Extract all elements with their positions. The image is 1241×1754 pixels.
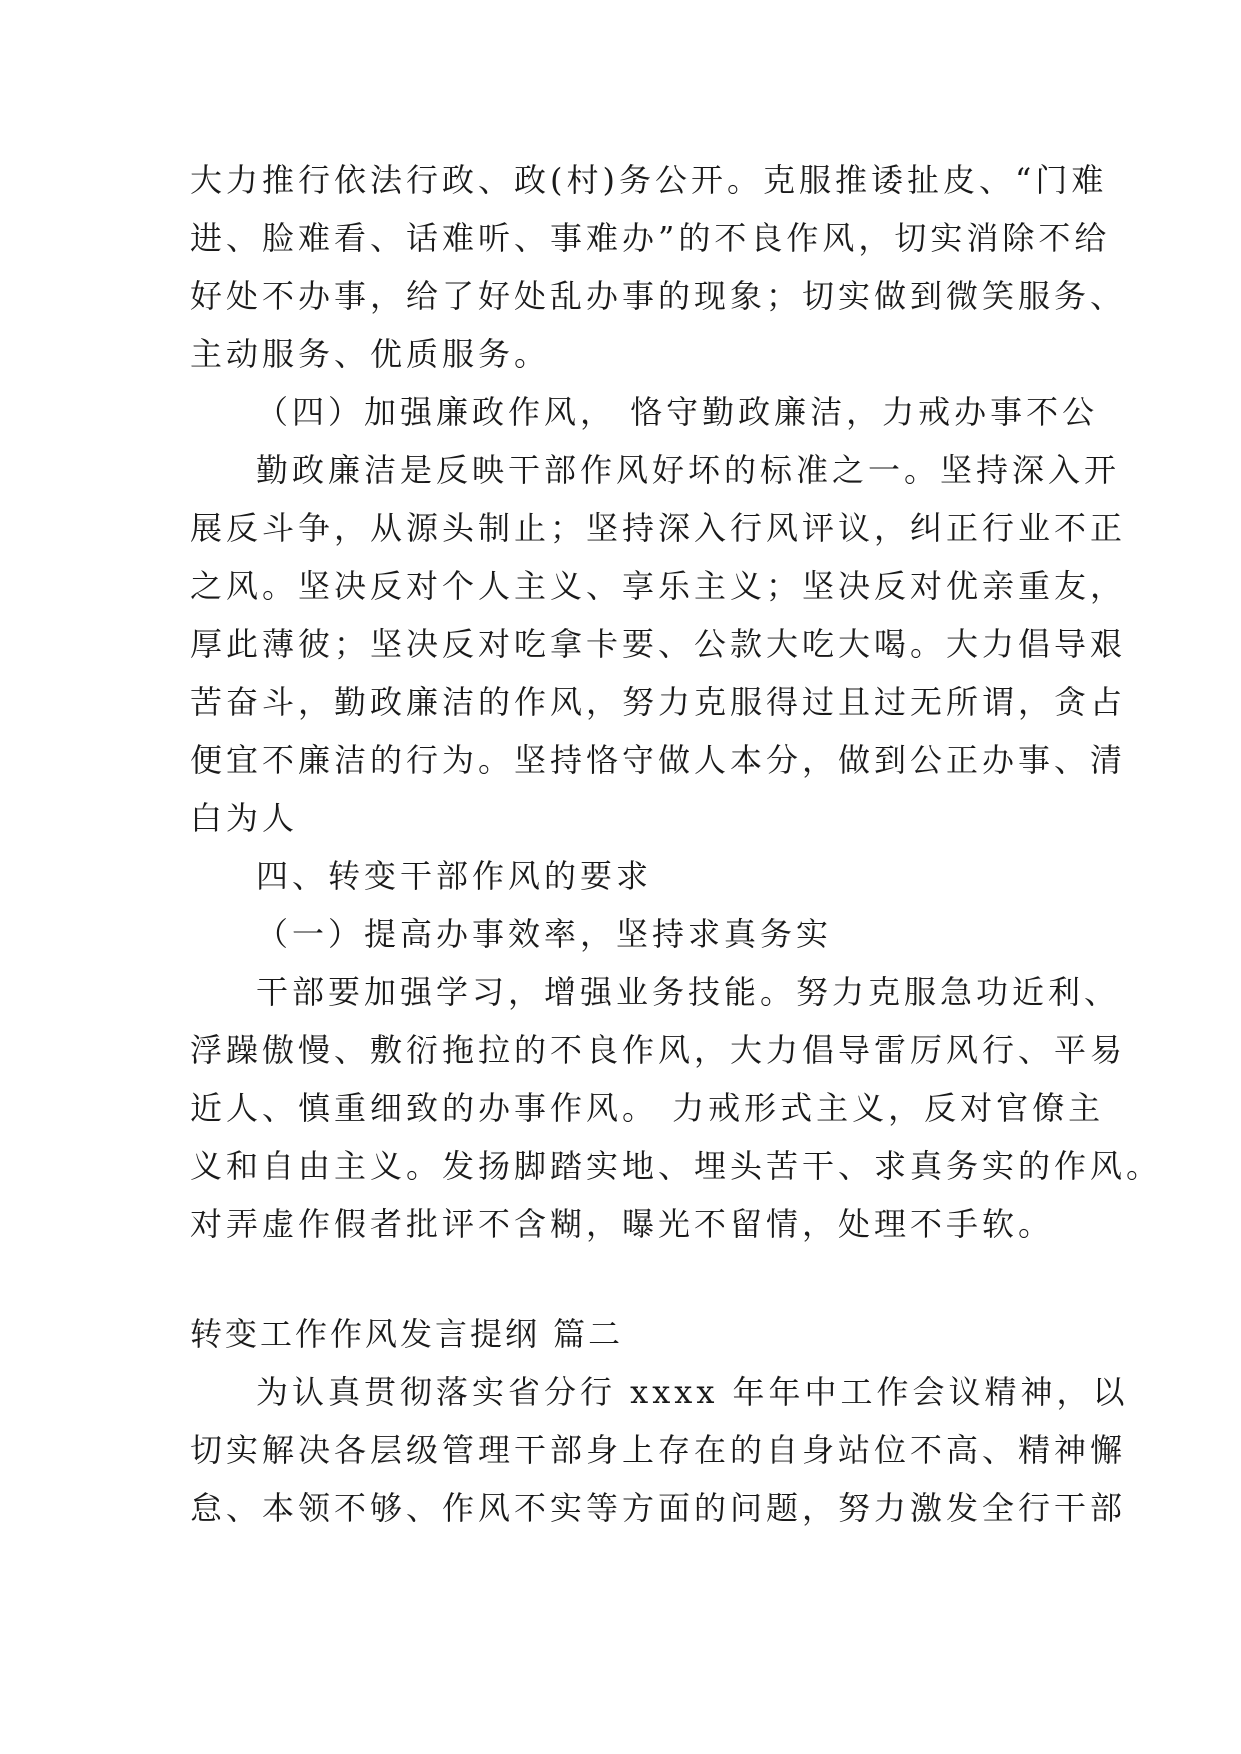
paragraph-line: 大力推行依法行政、政(村)务公开。克服推诿扯皮、“门难 <box>190 161 1108 199</box>
paragraph-line: 苦奋斗，勤政廉洁的作风，努力克服得过且过无所谓，贪占 <box>190 683 1127 721</box>
paragraph-line: 近人、慎重细致的办事作风。 力戒形式主义，反对官僚主 <box>190 1089 1105 1127</box>
paragraph-line: 好处不办事，给了好处乱办事的现象；切实做到微笑服务、 <box>190 277 1127 315</box>
paragraph-line: 主动服务、优质服务。 <box>190 335 551 373</box>
paragraph-line: 为认真贯彻落实省分行 xxxx 年年中工作会议精神，以 <box>256 1373 1129 1411</box>
section-heading: （一）提高办事效率，坚持求真务实 <box>256 915 833 953</box>
section-heading: （四）加强廉政作风， 恪守勤政廉洁，力戒办事不公 <box>256 393 1099 431</box>
paragraph-line: 义和自由主义。发扬脚踏实地、埋头苦干、求真务实的作风。 <box>190 1147 1163 1185</box>
paragraph-line: 勤政廉洁是反映干部作风好坏的标准之一。坚持深入开 <box>256 451 1121 489</box>
paragraph-line: 便宜不廉洁的行为。坚持恪守做人本分，做到公正办事、清 <box>190 741 1127 779</box>
paragraph-line: 之风。坚决反对个人主义、享乐主义；坚决反对优亲重友， <box>190 567 1127 605</box>
paragraph-line: 怠、本领不够、作风不实等方面的问题，努力激发全行干部 <box>190 1489 1127 1527</box>
paragraph-line: 厚此薄彼；坚决反对吃拿卡要、公款大吃大喝。大力倡导艰 <box>190 625 1127 663</box>
paragraph-line: 对弄虚作假者批评不含糊，曝光不留情，处理不手软。 <box>190 1205 1055 1243</box>
paragraph-line: 干部要加强学习，增强业务技能。努力克服急功近利、 <box>256 973 1121 1011</box>
document-title: 转变工作作风发言提纲 篇二 <box>190 1315 624 1353</box>
paragraph-line: 浮躁傲慢、敷衍拖拉的不良作风，大力倡导雷厉风行、平易 <box>190 1031 1127 1069</box>
section-heading: 四、转变干部作风的要求 <box>256 857 653 895</box>
paragraph-line: 白为人 <box>190 799 299 837</box>
paragraph-line: 进、脸难看、话难听、事难办”的不良作风，切实消除不给 <box>190 219 1111 257</box>
paragraph-line: 切实解决各层级管理干部身上存在的自身站位不高、精神懈 <box>190 1431 1127 1469</box>
paragraph-line: 展反斗争，从源头制止；坚持深入行风评议，纠正行业不正 <box>190 509 1127 547</box>
